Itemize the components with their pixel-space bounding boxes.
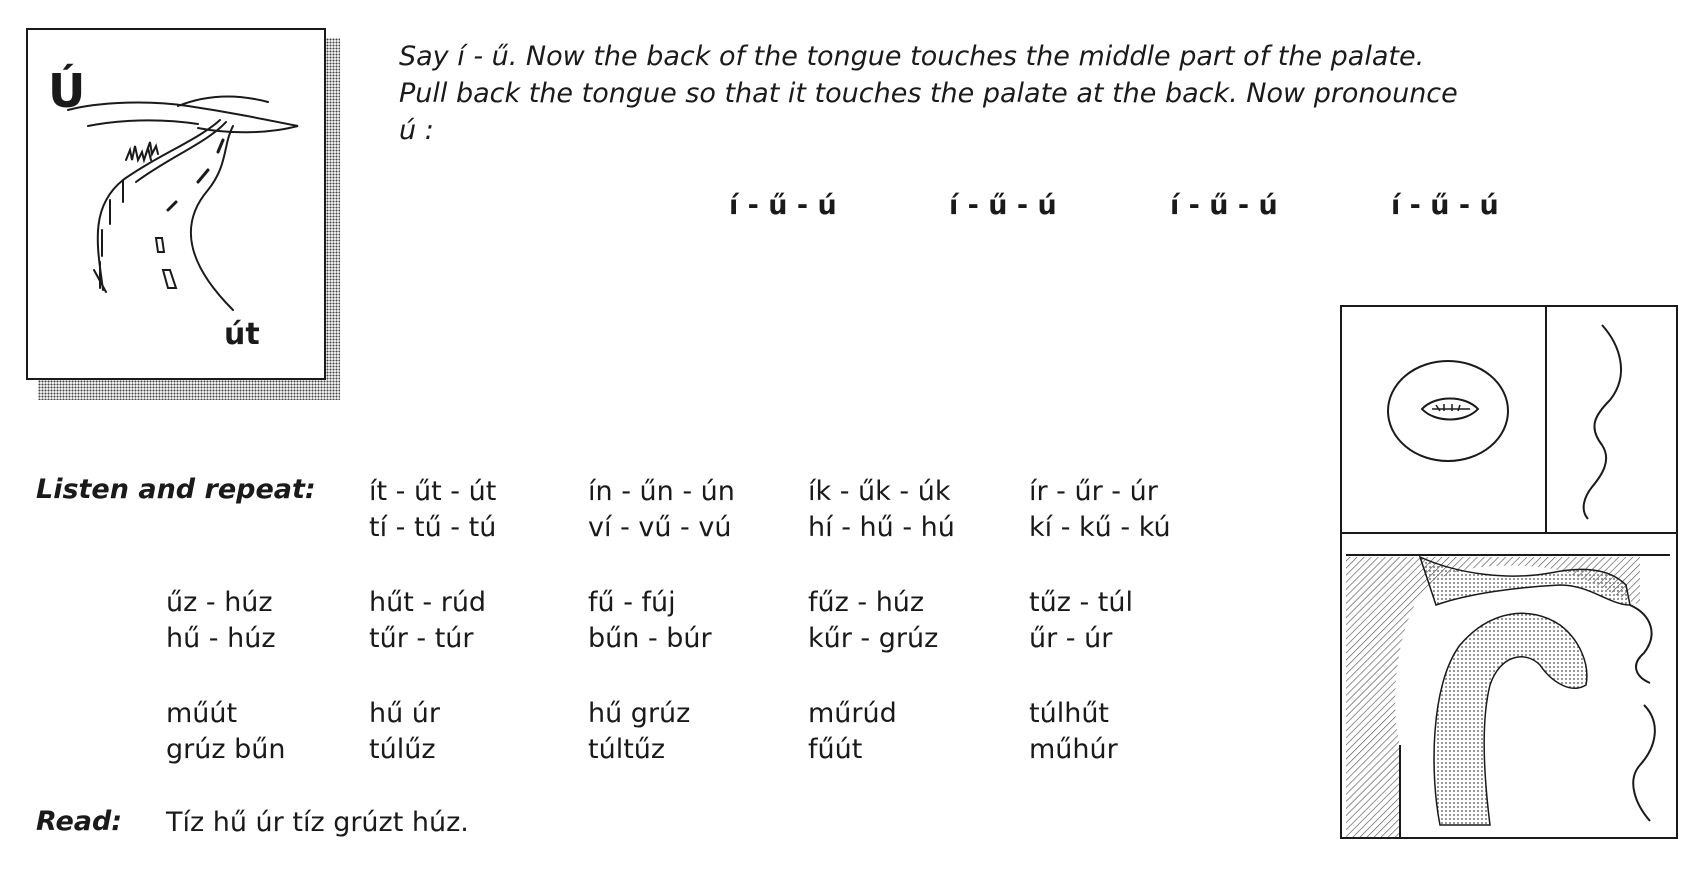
practice-word: hű úr bbox=[369, 698, 441, 729]
word-pair: fű - fúj bbox=[588, 587, 676, 618]
articulation-diagram bbox=[1340, 305, 1680, 841]
word-pair: kűr - grúz bbox=[808, 623, 939, 654]
vowel-triplet: í - ű - ú bbox=[1391, 190, 1499, 221]
practice-word: fűút bbox=[808, 734, 863, 765]
lips-profile-icon bbox=[1584, 325, 1621, 519]
instruction-line: Say í - ű. Now the back of the tongue touches the middle part of the palate. bbox=[399, 41, 1425, 72]
instruction-line: Pull back the tongue so that it touches the palate at the back. Now pronounce bbox=[399, 78, 1458, 109]
word-pair: hűt - rúd bbox=[369, 587, 487, 618]
practice-word: túltűz bbox=[588, 734, 666, 765]
practice-word: túlhűt bbox=[1029, 698, 1110, 729]
word-pair: hű - húz bbox=[166, 623, 276, 654]
word-pair: tűz - túl bbox=[1029, 587, 1133, 618]
word-pair: űz - húz bbox=[166, 587, 273, 618]
practice-word: grúz bűn bbox=[166, 734, 286, 765]
practice-word: műút bbox=[166, 698, 238, 729]
read-sentence: Tíz hű úr tíz grúzt húz. bbox=[166, 807, 469, 838]
mouth-front-icon bbox=[1388, 361, 1508, 461]
syllable-set: ít - űt - út bbox=[369, 476, 497, 507]
articulation-diagram-frame bbox=[1340, 305, 1680, 841]
vowel-triplet: í - ű - ú bbox=[729, 190, 837, 221]
card-letter: Ú bbox=[48, 64, 86, 118]
word-pair: bűn - búr bbox=[588, 623, 712, 654]
read-label: Read: bbox=[36, 806, 123, 837]
practice-word: túlűz bbox=[369, 734, 436, 765]
word-pair: tűr - túr bbox=[369, 623, 474, 654]
instruction-line: ú : bbox=[399, 115, 434, 146]
card-word: út bbox=[224, 317, 260, 352]
practice-word: műrúd bbox=[808, 698, 897, 729]
syllable-set: hí - hű - hú bbox=[808, 512, 955, 543]
practice-word: műhúr bbox=[1029, 734, 1118, 765]
word-pair: fűz - húz bbox=[808, 587, 925, 618]
letter-card bbox=[26, 28, 326, 380]
syllable-set: ír - űr - úr bbox=[1029, 476, 1158, 507]
practice-word: hű grúz bbox=[588, 698, 691, 729]
word-pair: űr - úr bbox=[1029, 623, 1113, 654]
vowel-triplet: í - ű - ú bbox=[949, 190, 1057, 221]
instructions bbox=[399, 38, 1559, 149]
syllable-set: ín - űn - ún bbox=[588, 476, 735, 507]
listen-label: Listen and repeat: bbox=[36, 474, 316, 505]
syllable-set: ík - űk - úk bbox=[808, 476, 951, 507]
tongue-palate-section-icon bbox=[1346, 555, 1670, 837]
syllable-set: ví - vű - vú bbox=[588, 512, 732, 543]
vowel-triplet: í - ű - ú bbox=[1170, 190, 1278, 221]
syllable-set: tí - tű - tú bbox=[369, 512, 497, 543]
syllable-set: kí - kű - kú bbox=[1029, 512, 1171, 543]
